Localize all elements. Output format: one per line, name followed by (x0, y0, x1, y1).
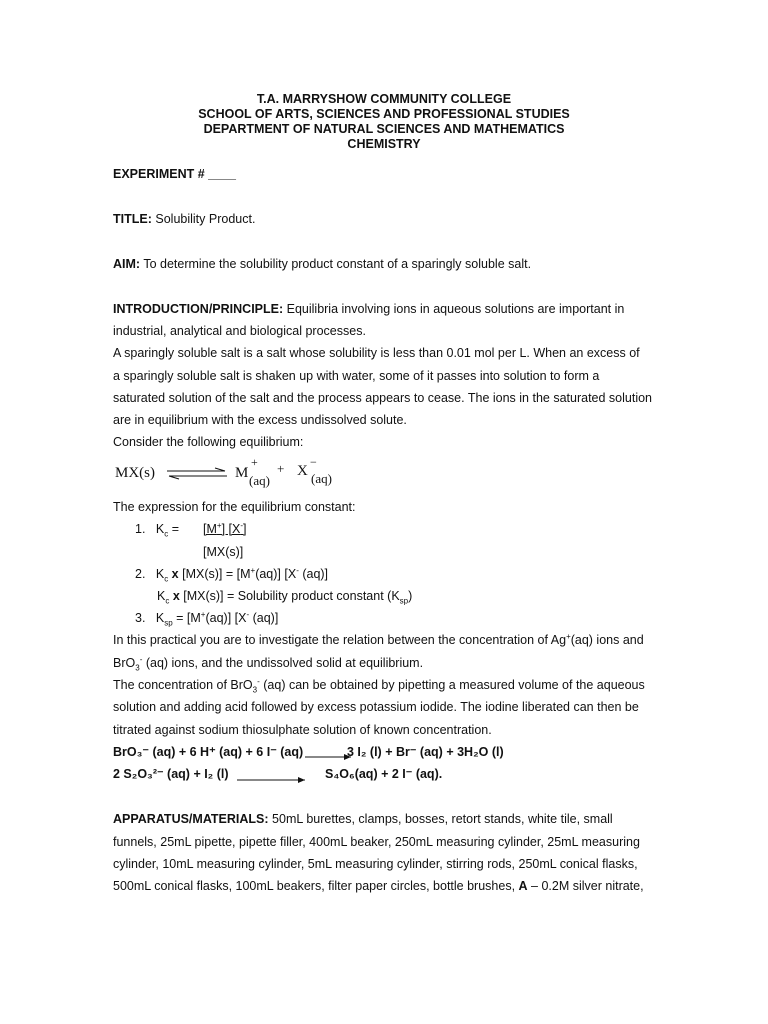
eq-cation-state: (aq) (249, 473, 270, 488)
intro-line-5: saturated solution of the salt and the process appears to cease. The ions in the saturated solution (113, 391, 653, 405)
practical-line-1: In this practical you are to investigate the relation between the concentration of Ag+(aq) ions and (113, 631, 644, 647)
reaction-2-right: S₄O₆(aq) + 2 I⁻ (aq). (325, 767, 443, 781)
expression-3: 3. $K_{sp} = [M^+(aq)]$ [X- (aq)] (135, 609, 279, 628)
eq-reactant: MX(s) (115, 465, 155, 481)
apparatus-line-4: 500mL conical flasks, 100mL beakers, filter paper circles, bottle brushes, A – 0.2M silver nitrate, (113, 879, 644, 893)
expression-2-definition: $K_c$ x [MX(s)] = Solubility product constant $(K_{sp})$ (157, 589, 413, 606)
expression-1-denominator: [MX(s)] (203, 545, 244, 559)
reaction-2-arrow-icon (237, 775, 307, 785)
equilibrium-arrows-icon (165, 467, 229, 481)
intro-line-1: INTRODUCTION/PRINCIPLE: Equilibria involving ions in aqueous solutions are important in (113, 302, 625, 316)
reaction-1-right: 3 I₂ (l) + Br⁻ (aq) + 3H₂O (l) (347, 745, 504, 759)
apparatus-line-3: cylinder, 10mL measuring cylinder, 5mL measuring cylinder, stirring rods, 250mL conical flasks, (113, 857, 638, 871)
intro-line-3: A sparingly soluble salt is a salt whose solubility is less than 0.01 mol per L. When an excess of (113, 346, 640, 360)
eq-cation-charge: + (251, 455, 258, 469)
apparatus-line-2: funnels, 25mL pipette, pipette filler, 400mL beaker, 250mL measuring cylinder, 25mL measuring (113, 835, 640, 849)
eq-cation: M (235, 465, 249, 481)
subject-name: CHEMISTRY (347, 137, 421, 151)
reaction-1-left: BrO₃⁻ (aq) + 6 H⁺ (aq) + 6 I⁻ (aq) (113, 745, 304, 759)
title-text: Solubility Product. (155, 212, 256, 226)
title-line (113, 211, 255, 227)
intro-label: INTRODUCTION/PRINCIPLE: (113, 302, 284, 316)
eq-plus: + (277, 461, 285, 476)
apparatus-label: APPARATUS/MATERIALS: (113, 812, 269, 826)
department-name: DEPARTMENT OF NATURAL SCIENCES AND MATHEMATICS (203, 122, 565, 136)
practical-line-5: titrated against sodium thiosulphate solution of known concentration. (113, 723, 492, 737)
college-header (0, 92, 768, 152)
eq-anion: X (297, 463, 308, 479)
experiment-line: EXPERIMENT # ____ (113, 167, 236, 181)
aim-label: AIM: (113, 257, 141, 271)
practical-line-3: The concentration of BrO$_3$- (aq) can be obtained by pipetting a measured volume of the aqueous (113, 676, 645, 695)
title-label: TITLE: (113, 212, 152, 226)
aim-line (113, 256, 531, 272)
apparatus-line-1: APPARATUS/MATERIALS: 50mL burettes, clamps, bosses, retort stands, white tile, small (113, 812, 613, 826)
expression-1-numerator: [M+] [X-] (203, 520, 247, 536)
expression-1: 1. $K_c$ = (135, 522, 179, 539)
practical-line-4: solution and adding acid followed by excess potassium iodide. The iodine liberated can then be (113, 700, 639, 714)
school-name: SCHOOL OF ARTS, SCIENCES AND PROFESSIONAL STUDIES (198, 107, 570, 121)
college-name: T.A. MARRYSHOW COMMUNITY COLLEGE (256, 92, 512, 106)
intro-line-4: a sparingly soluble salt is shaken up with water, some of it passes into solution to form a (113, 369, 600, 383)
reaction-1-arrow-icon (305, 752, 353, 762)
eq-anion-charge: − (310, 455, 317, 469)
expression-intro: The expression for the equilibrium constant: (113, 500, 356, 514)
eq-anion-state: (aq) (311, 471, 332, 486)
intro-line-2: industrial, analytical and biological processes. (113, 324, 366, 338)
intro-line-7: Consider the following equilibrium: (113, 435, 304, 449)
practical-line-2: BrO$_3$- (aq) ions, and the undissolved solid at equilibrium. (113, 654, 424, 673)
expression-2: 2. $K_c$ x [MX(s)] = [M+(aq)] [X- (aq)] (135, 565, 329, 584)
aim-text: To determine the solubility product constant of a sparingly soluble salt. (143, 257, 532, 271)
intro-line-6: are in equilibrium with the excess undissolved solute. (113, 413, 407, 427)
reaction-2-left: 2 S₂O₃²⁻ (aq) + I₂ (l) (113, 767, 229, 781)
